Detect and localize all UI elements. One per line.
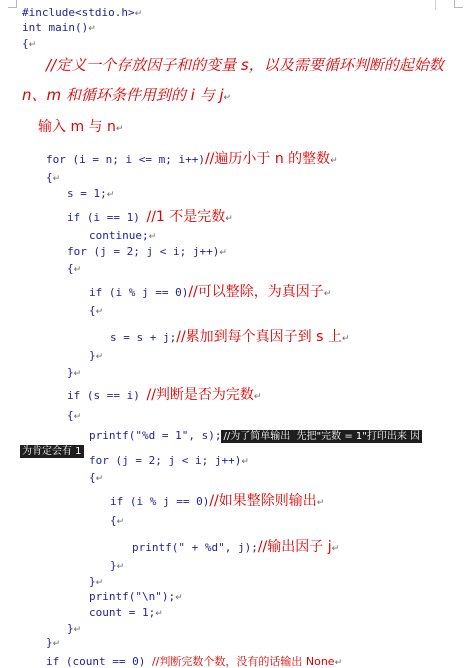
comment-line-1: //定义一个存放因子和的变量 s，以及需要循环判断的起始数 <box>46 56 444 74</box>
line-brace-for-open: {↵ <box>46 171 61 184</box>
line-brace-perfect-close: }↵ <box>67 622 82 635</box>
page-margin-line <box>435 0 436 10</box>
page-corner-mark-top-right <box>454 0 463 8</box>
line-brace-if-close: }↵ <box>89 349 104 362</box>
highlighted-comment: //为了简单输出 先把"完数 = 1"打印出来 因 <box>223 431 421 442</box>
comment-input-m-n: 输入 m 与 n↵ <box>38 119 124 135</box>
line-s-init: s = 1;↵ <box>67 187 115 200</box>
line-if-perfect: if (s == i) //判断是否为完数↵ <box>67 387 262 403</box>
line-brace-inner-close: }↵ <box>67 366 82 379</box>
line-for-inner: for (j = 2; j < i; j++)↵ <box>67 245 227 258</box>
highlighted-comment-wrap: 为肯定会有 1 <box>22 446 82 457</box>
line-include: #include<stdio.h>↵ <box>22 6 143 19</box>
line-brace-for-close: }↵ <box>46 636 61 649</box>
line-printf-newline: printf("\n");↵ <box>89 590 183 603</box>
line-continue: continue;↵ <box>89 229 157 242</box>
line-printf-header: printf("%d = 1", s); //为了简单输出 先把"完数 = 1"打印出来 因 <box>89 429 421 442</box>
line-brace-print-close: }↵ <box>89 575 104 588</box>
page-corner-mark-top-left <box>8 0 17 8</box>
line-printf-factor: printf(" + %d", j);//输出因子 j↵ <box>132 539 340 555</box>
line-comment-wrap <box>20 441 84 457</box>
line-if-divisible: if (i % j == 0)//可以整除，为真因子↵ <box>89 284 332 300</box>
line-brace-print-if-open: {↵ <box>110 514 125 527</box>
line-if-i-eq-1: if (i == 1) //1 不是完数↵ <box>67 209 233 225</box>
line-count-set: count = 1;↵ <box>89 606 163 619</box>
line-if-count-zero: if (count == 0) //判断完数个数，没有的话输出 None↵ <box>46 655 343 668</box>
comment-line-2: n、m 和循环条件用到的 i 与 j↵ <box>22 86 232 104</box>
line-if-divisible-print: if (i % j == 0)//如果整除则输出↵ <box>110 493 325 509</box>
line-accumulate: s = s + j;//累加到每个真因子到 s 上↵ <box>110 329 350 345</box>
line-brace-print-open: {↵ <box>89 471 104 484</box>
line-brace-perfect-open: {↵ <box>67 409 82 422</box>
line-brace-print-if-close: }↵ <box>110 559 125 572</box>
line-main: int main()↵ <box>22 21 96 34</box>
line-open-brace: {↵ <box>22 37 37 50</box>
line-brace-if-open: {↵ <box>89 304 104 317</box>
line-for-outer: for (i = n; i <= m; i++)//遍历小于 n 的整数↵ <box>46 151 338 167</box>
line-for-print: for (j = 2; j < i; j++)↵ <box>89 454 249 467</box>
line-brace-inner-open: {↵ <box>67 262 82 275</box>
